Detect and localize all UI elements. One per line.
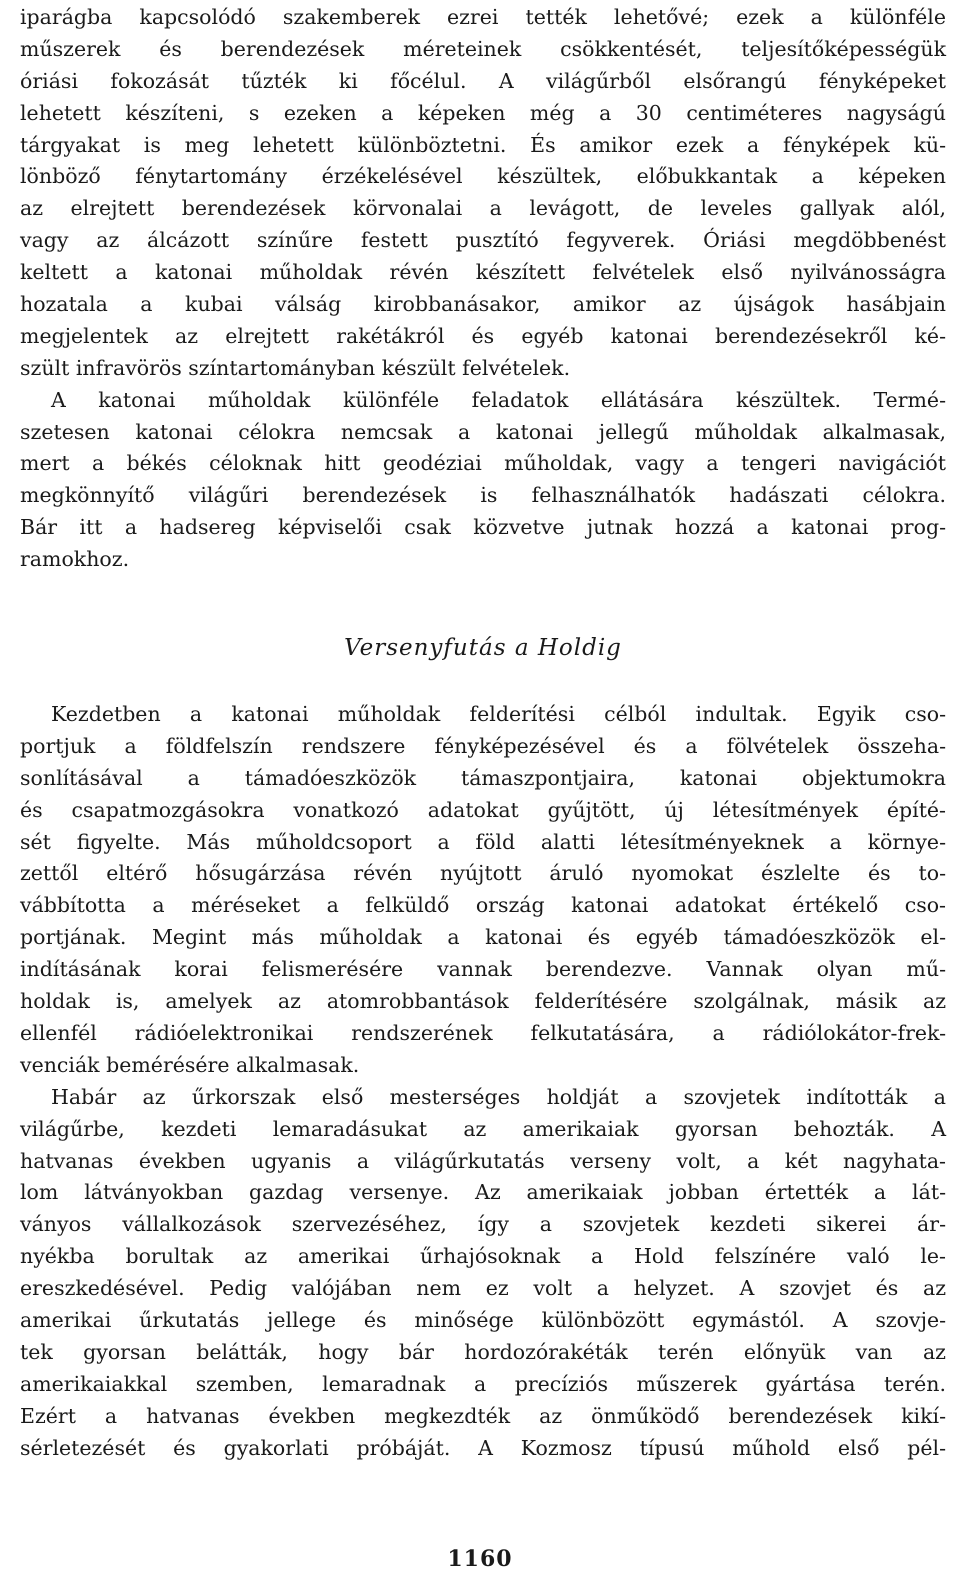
text-line: ramokhoz.	[20, 547, 130, 572]
text-line: Bár itt a hadsereg képviselői csak közvetve jutnak hozzá a katonai prog-	[20, 515, 946, 540]
paragraph-military-satellites	[20, 385, 946, 576]
text-line: zettől eltérő hősugárzása révén nyújtott áruló nyomokat észlelte és to-	[20, 861, 946, 886]
text-line: műszerek és berendezések méreteinek csökkentését, teljesítőképességük	[20, 36, 946, 61]
text-line: megjelentek az elrejtett rakétákról és egyéb katonai berendezésekről ké-	[20, 323, 946, 348]
text-line: szetesen katonai célokra nemcsak a katonai jellegű műholdak alkalmasak,	[20, 419, 946, 444]
text-line: indításának korai felismerésére vannak berendezve. Vannak olyan mű-	[20, 957, 946, 982]
text-line: venciák bemérésére alkalmasak.	[20, 1052, 360, 1077]
paragraph-reconnaissance	[20, 699, 946, 1082]
text-line: holdak is, amelyek az atomrobbantások felderítésére szolgálnak, másik az	[20, 989, 946, 1014]
text-line: portjuk a földfelszín rendszere fényképezésével és a fölvételek összeha-	[20, 733, 946, 758]
text-line: tek gyorsan belátták, hogy bár hordozórakéták terén előnyük van az	[20, 1339, 946, 1364]
text-line: vábbította a méréseket a felküldő ország katonai adatokat értékelő cso-	[20, 893, 946, 918]
text-line: ványos vállalkozások szervezéséhez, így a szovjetek kezdeti sikerei ár-	[20, 1212, 946, 1237]
text-line: Kezdetben a katonai műholdak felderítési célból indultak. Egyik cso-	[51, 702, 946, 727]
text-line: amerikai űrkutatás jellege és minősége különbözött egymástól. A szovje-	[20, 1307, 946, 1332]
text-line: ellenfél rádióelektronikai rendszerének felkutatására, a rádiólokátor-frek-	[20, 1020, 946, 1045]
text-line: iparágba kapcsolódó szakemberek ezrei tették lehetővé; ezek a különféle	[20, 5, 946, 29]
paragraph-space-race	[20, 1082, 946, 1465]
text-line: portjának. Megint más műholdak a katonai és egyéb támadóeszközök el-	[20, 925, 946, 950]
text-line: A katonai műholdak különféle feladatok ellátására készültek. Termé-	[51, 387, 946, 412]
text-line: mert a békés céloknak hitt geodéziai műholdak, vagy a tengeri navigációt	[20, 451, 946, 476]
text-line: sérletezését és gyakorlati próbáját. A Kozmosz típusú műhold első pél-	[20, 1435, 946, 1460]
text-line: tárgyakat is meg lehetett különböztetni. És amikor ezek a fényképek kü-	[20, 132, 946, 157]
page-number: 1160	[447, 1546, 513, 1572]
page-body	[20, 2, 946, 1464]
text-line: vagy az álcázott színűre festett pusztító fegyverek. Óriási megdöbbenést	[20, 228, 946, 253]
text-line: lönböző fénytartomány érzékelésével készültek, előbukkantak a képeken	[20, 164, 946, 189]
text-line: szült infravörös színtartományban készült felvételek.	[20, 355, 571, 380]
text-line: óriási fokozását tűzték ki főcélul. A világűrből elsőrangú fényképeket	[20, 68, 946, 93]
text-line: lehetett készíteni, s ezeken a képeken még a 30 centiméteres nagyságú	[20, 100, 946, 125]
section-heading: Versenyfutás a Holdig	[344, 635, 622, 662]
text-line: Habár az űrkorszak első mesterséges holdját a szovjetek indították a	[51, 1084, 946, 1109]
text-line: és csapatmozgásokra vonatkozó adatokat gyűjtött, új létesítmények építé-	[20, 797, 946, 822]
text-line: hozatala a kubai válság kirobbanásakor, amikor az újságok hasábjain	[20, 292, 946, 317]
text-line: Ezért a hatvanas években megkezdték az önműködő berendezések kikí-	[20, 1403, 946, 1428]
text-line: keltett a katonai műholdak révén készített felvételek első nyilvánosságra	[20, 260, 946, 285]
text-line: az elrejtett berendezések körvonalai a levágott, de leveles gallyak alól,	[20, 196, 946, 221]
text-line: világűrbe, kezdeti lemaradásukat az amerikaiak gyorsan behozták. A	[20, 1116, 946, 1141]
text-line: sét figyelte. Más műholdcsoport a föld alatti létesítményeknek a környe-	[20, 829, 946, 854]
text-line: nyékba borultak az amerikai űrhajósoknak a Hold felszínére való le-	[20, 1244, 946, 1269]
text-line: lom látványokban gazdag versenye. Az amerikaiak jobban értették a lát-	[20, 1180, 946, 1205]
text-line: megkönnyítő világűri berendezések is felhasználhatók hadászati célokra.	[20, 483, 946, 508]
text-line: ereszkedésével. Pedig valójában nem ez volt a helyzet. A szovjet és az	[20, 1276, 946, 1301]
text-line: amerikaiakkal szemben, lemaradnak a precíziós műszerek gyártása terén.	[20, 1371, 946, 1396]
paragraph-continuation	[20, 2, 946, 385]
text-line: hatvanas években ugyanis a világűrkutatás verseny volt, a két nagyhata-	[20, 1148, 946, 1173]
text-line: sonlításával a támadóeszközök támaszpontjaira, katonai objektumokra	[20, 765, 946, 790]
